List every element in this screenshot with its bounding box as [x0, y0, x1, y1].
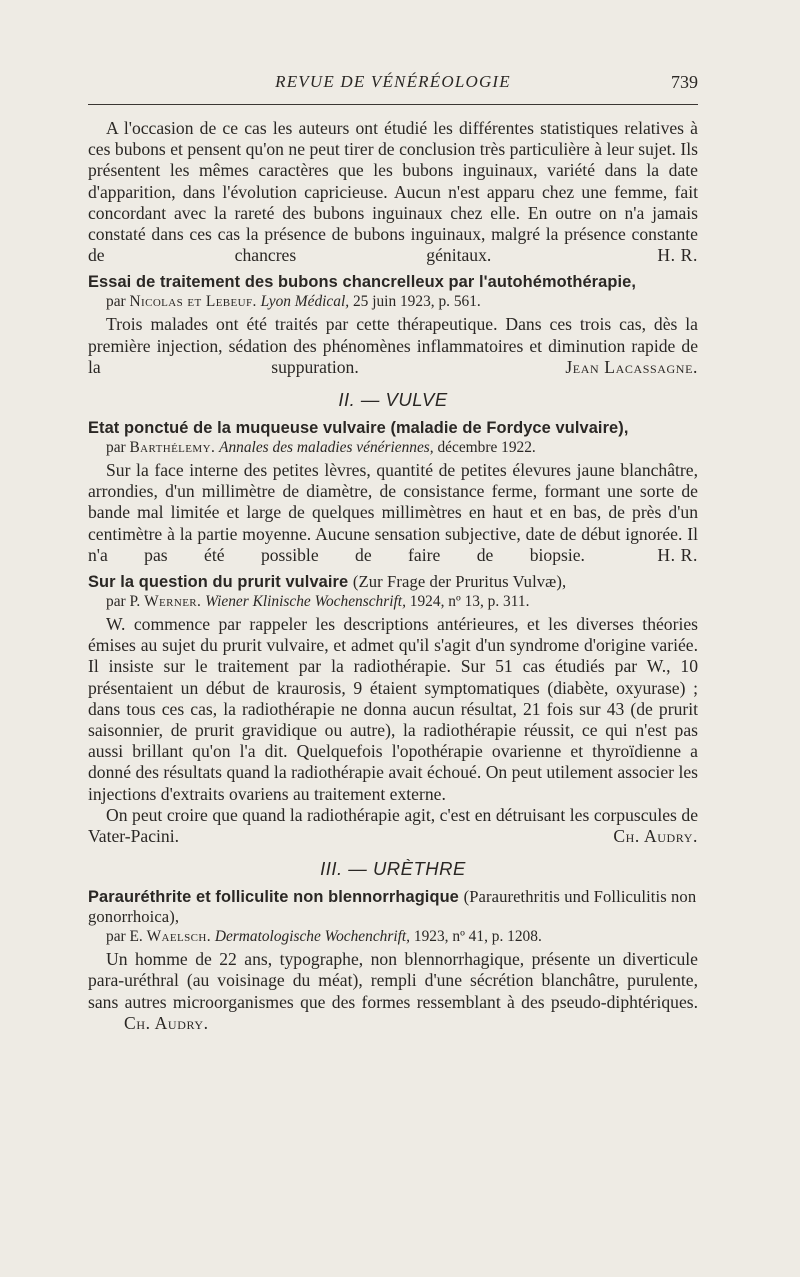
- entry-original-title: (Zur Frage der Pruritus Vulvæ),: [352, 572, 567, 592]
- cite-details: 25 juin 1923, p. 561.: [352, 293, 481, 311]
- entry-body: [88, 460, 698, 566]
- entry-citation: [88, 292, 698, 312]
- cite-prefix: par: [106, 439, 126, 457]
- entry-body-text: Trois malades ont été traités par cette thérapeutique. Dans ces trois cas, dès la première injection, sédation des phénomènes inflammatoires et diminution rapide de la suppuration.: [88, 314, 698, 377]
- entry-body: [88, 314, 698, 378]
- entry-prurit: [88, 572, 698, 847]
- cite-prefix: par: [106, 293, 126, 311]
- intro-signature: H. R.: [657, 245, 698, 266]
- entry-fordyce: [88, 418, 698, 566]
- entry-citation: [88, 438, 698, 458]
- entry-body-text: Sur la face interne des petites lèvres, quantité de petites élevures jaune blanchâtre, arrondies, d'un millimètre de diamètre, de consistance ferme, formant une sorte de bande mal limitée et large de quelques millimètres en haut et en bas, de près d'un centimètre à la partie moyenne. Aucune sensation subjective, date de début ignorée. Il n'a pas été possible de faire de biopsie.: [88, 460, 698, 565]
- entry-body-text: Un homme de 22 ans, typographe, non blennorrhagique, présente un diverticule para-uréthral (au voisinage du méat), rempli d'une sécrétion blanchâtre, purulente, sans autres microorganismes que des formes ressemblant à des pseudo-diphtériques.: [88, 949, 698, 1012]
- entry-title: [88, 887, 698, 927]
- entry-title: Etat ponctué de la muqueuse vulvaire (maladie de Fordyce vulvaire),: [88, 419, 629, 438]
- cite-prefix: par P.: [106, 593, 141, 611]
- entry-title-text: Sur la question du prurit vulvaire: [88, 573, 349, 592]
- intro-text: A l'occasion de ce cas les auteurs ont étudié les différentes statistiques relatives à ces bubons et pensent qu'on ne peut tirer de conclusion très particulière à leur sujet. Ils présentent les mêmes caractères que les bubons inguinaux, variété dans la date d'apparition, dans l'évolution capricieuse. Aucun n'est apparu chez une femme, fait concordant avec la rareté des bubons inguinaux chez elle. En outre on n'a jamais constaté dans ces cas la présence de bubons inguinaux, malgré la présence constante de chancres génitaux.: [88, 118, 698, 266]
- cite-journal: Dermatologische Wochenchrift,: [214, 928, 411, 946]
- cite-prefix: par E.: [106, 928, 143, 946]
- entry-signature: Ch. Audry.: [124, 1012, 209, 1033]
- journal-title: REVUE DE VÉNÉRÉOLOGIE: [275, 72, 511, 91]
- running-head: [88, 72, 698, 96]
- entry-title: [88, 572, 698, 592]
- entry-citation: [88, 927, 698, 947]
- cite-journal: Annales des maladies vénériennes,: [219, 439, 434, 457]
- page-number: 739: [671, 72, 698, 92]
- entry-body-continued: [88, 805, 698, 847]
- entry-body-text: On peut croire que quand la radiothérapie agit, c'est en détruisant les corpuscules de Vater-Pacini.: [88, 804, 698, 847]
- entry-autohemotherapy: [88, 272, 698, 378]
- entry-title-text: Parauréthrite et folliculite non blennorrhagique: [88, 888, 459, 907]
- section-heading-vulve: II. — VULVE: [338, 389, 448, 411]
- entry-signature: Ch. Audry.: [613, 826, 698, 847]
- entry-original-title: (Paraurethritis und Folliculitis non gonorrhoica),: [88, 887, 697, 927]
- cite-details: 1923, nº 41, p. 1208.: [413, 928, 542, 946]
- intro-paragraph: [88, 118, 698, 266]
- section-heading-urethre: III. — URÈTHRE: [320, 858, 466, 880]
- cite-authors: Barthélemy.: [129, 439, 216, 457]
- entry-body: [88, 949, 698, 1034]
- entry-paraurethrite: [88, 887, 698, 1034]
- entry-title: Essai de traitement des bubons chancrelleux par l'autohémothérapie,: [88, 273, 636, 292]
- entry-signature: Jean Lacassagne.: [565, 356, 698, 377]
- entry-signature: H. R.: [657, 544, 698, 565]
- cite-journal: Wiener Klinische Wochenschrift,: [205, 593, 406, 611]
- entry-body: W. commence par rappeler les descriptions antérieures, et les diverses théories émises au sujet du prurit vulvaire, et admet qu'il s'agit d'un syndrome d'origine variée. Il insiste sur le traitement par la radiothérapie. Sur 51 cas étudiés par W., 10 présentaient un début de kraurosis, 9 étaient symptomatiques (diabète, oxyurase) ; dans tous ces cas, la radiothérapie ne donna aucun résultat, 21 fois sur 43 (de prurit saisonnier, de prurit gravidique ou autre), la radiothérapie réussit, ce qui n'est pas aussi brillant qu'on l'a dit. Quelquefois l'opothérapie ovarienne et thyroïdienne a donné des résultats quand la radiothérapie avait échoué. On peut utilement associer les injections d'extraits ovariens au traitement externe.: [88, 614, 698, 804]
- header-rule: [88, 104, 698, 105]
- cite-authors: Nicolas et Lebeuf.: [129, 293, 257, 311]
- cite-details: décembre 1922.: [437, 439, 536, 457]
- cite-journal: Lyon Médical,: [260, 293, 350, 311]
- entry-citation: [88, 592, 698, 612]
- page-content: [88, 118, 698, 1034]
- cite-authors: Werner.: [144, 593, 202, 611]
- cite-authors: Waelsch.: [146, 928, 211, 946]
- cite-details: 1924, nº 13, p. 311.: [409, 593, 530, 611]
